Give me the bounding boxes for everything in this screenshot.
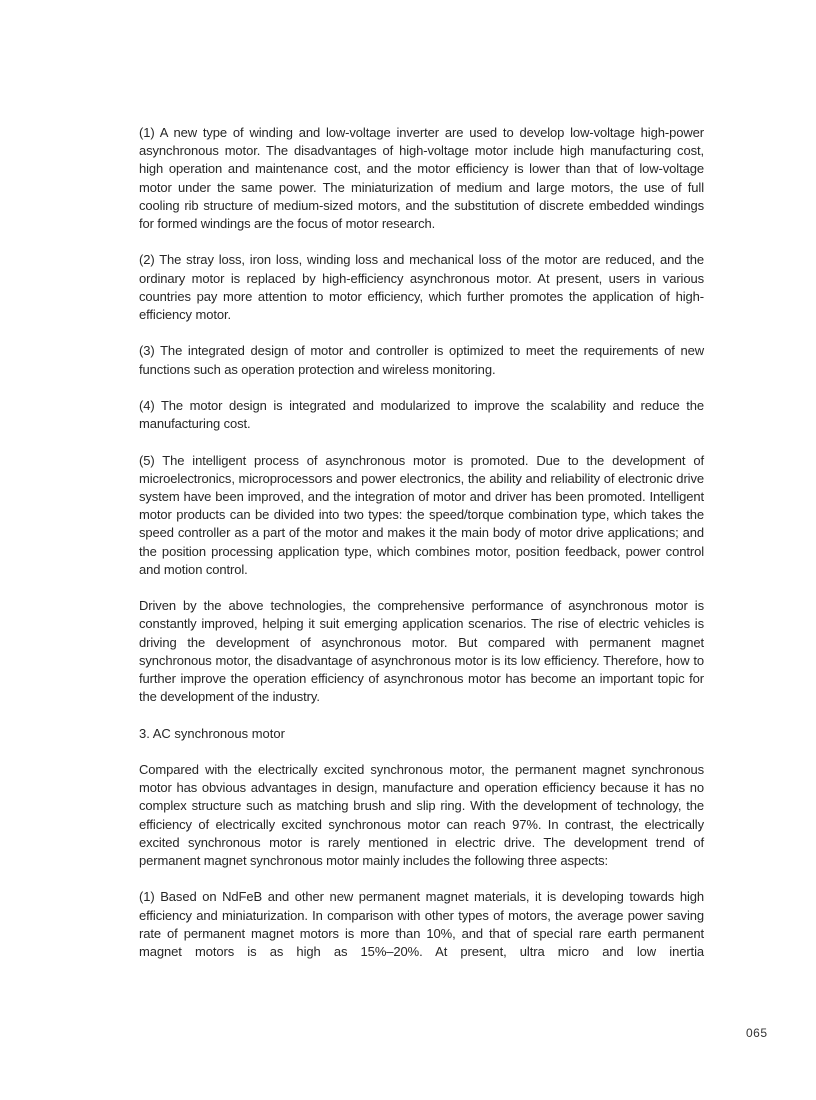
paragraph-item-1: (1) A new type of winding and low-voltage inverter are used to develop low-voltage high-power asynchronous motor. The disadvantages of high-voltage motor include high manufacturing cost, high operation and maintenance cost, and the motor efficiency is lower than that of low-voltage motor under the same power. The miniaturization of medium and large motors, the use of full cooling rib structure of medium-sized motors, and the substitution of discrete embedded windings for formed windings are the focus of motor research. (139, 125, 704, 232)
section-intro-paragraph: Compared with the electrically excited synchronous motor, the permanent magnet synchronous motor has obvious advantages in design, manufacture and operation efficiency because it has no complex structure such as matching brush and slip ring. With the development of technology, the efficiency of electrically excited synchronous motor can reach 97%. In contrast, the electrically excited synchronous motor is rarely mentioned in electric drive. The development trend of permanent magnet synchronous motor mainly includes the following three aspects: (139, 762, 704, 869)
section-heading: 3. AC synchronous motor (139, 725, 285, 741)
paragraph-item-4: (4) The motor design is integrated and modularized to improve the scalability and reduce the manufacturing cost. (139, 398, 704, 432)
paragraph-summary: Driven by the above technologies, the comprehensive performance of asynchronous motor is constantly improved, helping it suit emerging application scenarios. The rise of electric vehicles is driving the development of asynchronous motor. But compared with permanent magnet synchronous motor, the disadvantage of asynchronous motor is its low efficiency. Therefore, how to further improve the operation efficiency of asynchronous motor has become an important topic for the development of the industry. (139, 598, 704, 705)
page-body (139, 124, 704, 979)
section-paragraph-item-1: (1) Based on NdFeB and other new permanent magnet materials, it is developing towards high efficiency and miniaturization. In comparison with other types of motors, the average power saving rate of permanent magnet motors is more than 10%, and that of special rare earth permanent magnet motors is as high as 15%–20%. At present, ultra micro and low inertia (139, 889, 704, 960)
paragraph-item-5: (5) The intelligent process of asynchronous motor is promoted. Due to the development of microelectronics, microprocessors and power electronics, the ability and reliability of electronic drive system have been improved, and the integration of motor and driver has been promoted. Intelligent motor products can be divided into two types: the speed/torque combination type, which takes the speed controller as a part of the motor and makes it the main body of motor drive applications; and the position processing application type, which combines motor, position feedback, power control and motion control. (139, 452, 704, 577)
paragraph-item-3: (3) The integrated design of motor and controller is optimized to meet the requirements of new functions such as operation protection and wireless monitoring. (139, 343, 704, 377)
page-number: 065 (746, 1026, 768, 1040)
paragraph-item-2: (2) The stray loss, iron loss, winding loss and mechanical loss of the motor are reduced, and the ordinary motor is replaced by high-efficiency asynchronous motor. At present, users in various countries pay more attention to motor efficiency, which further promotes the application of high-efficiency motor. (139, 252, 704, 323)
